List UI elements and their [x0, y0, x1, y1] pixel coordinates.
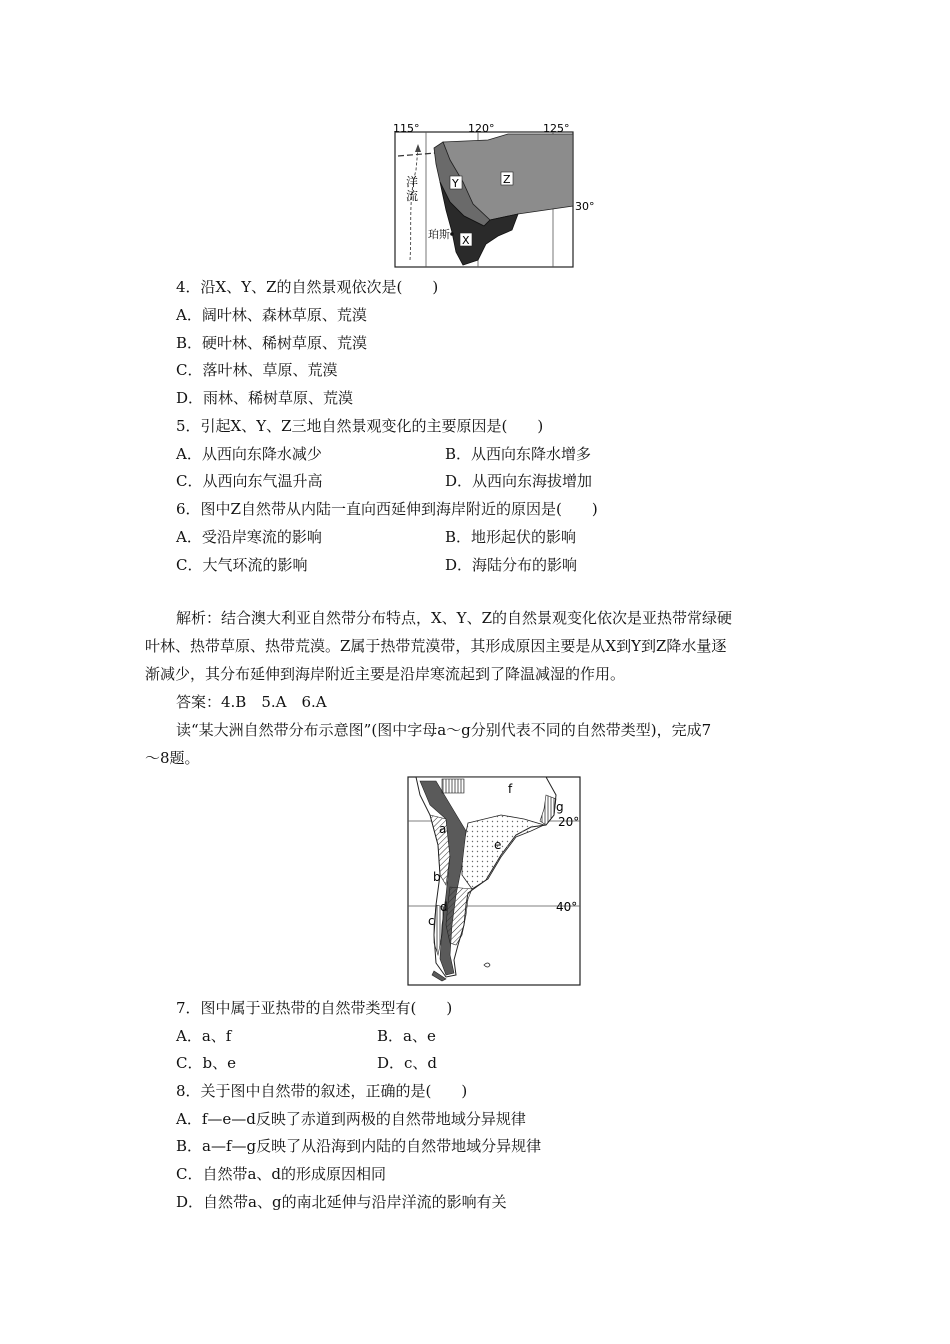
q6-stem: 6．图中Z自然带从内陆一直向西延伸到海岸附近的原因是( ) — [176, 500, 598, 518]
label-b: b — [433, 870, 441, 884]
q5-option-b: B．从西向东降水增多 — [445, 445, 592, 463]
current-label-1: 洋 — [406, 175, 419, 189]
q4-option-b: B．硬叶林、稀树草原、荒漠 — [176, 334, 368, 352]
q4-option-c: C．落叶林、草原、荒漠 — [176, 361, 338, 379]
q5-stem: 5．引起X、Y、Z三地自然景观变化的主要原因是( ) — [176, 417, 544, 435]
lon-label-115: 115° — [393, 122, 420, 135]
q6-option-d: D．海陆分布的影响 — [445, 556, 578, 574]
label-z: Z — [503, 173, 511, 186]
q8-option-c: C．自然带a、d的形成原因相同 — [176, 1165, 387, 1183]
lat-label-40: 40° — [556, 900, 578, 914]
q7-stem: 7．图中属于亚热带的自然带类型有( ) — [176, 999, 453, 1017]
q4-option-d: D．雨林、稀树草原、荒漠 — [176, 389, 354, 407]
intro-line-2: ～8题。 — [145, 749, 200, 767]
south-america-natural-zone-map — [406, 775, 586, 987]
analysis-line-3: 渐减少，其分布延伸到海岸附近主要是沿岸寒流起到了降温减湿的作用。 — [145, 665, 626, 683]
current-label-2: 流 — [406, 189, 419, 203]
lon-label-120: 120° — [468, 122, 495, 135]
lat-label-20: 20° — [558, 815, 580, 829]
place-label-perth: 珀斯 — [428, 228, 450, 241]
lat-label-30: 30° — [575, 200, 595, 213]
q5-option-a: A．从西向东降水减少 — [176, 445, 322, 463]
label-x: X — [462, 234, 470, 247]
q8-option-b: B．a—f—g反映了从沿海到内陆的自然带地域分异规律 — [176, 1137, 542, 1155]
q8-option-a: A．f—e—d反映了赤道到两极的自然带地域分异规律 — [176, 1110, 526, 1128]
q6-option-a: A．受沿岸寒流的影响 — [176, 528, 322, 546]
q8-option-d: D．自然带a、g的南北延伸与沿岸洋流的影响有关 — [176, 1193, 507, 1211]
label-y: Y — [452, 177, 459, 190]
q6-option-b: B．地形起伏的影响 — [445, 528, 577, 546]
label-a: a — [439, 822, 447, 836]
label-e: e — [494, 838, 502, 852]
q5-option-d: D．从西向东海拔增加 — [445, 472, 593, 490]
q7-option-c: C．b、e — [176, 1054, 236, 1072]
q7-option-d: D．c、d — [377, 1054, 438, 1072]
analysis-line-2: 叶林、热带草原、热带荒漠。Z属于热带荒漠带，其形成原因主要是从X到Y到Z降水量逐 — [145, 637, 727, 655]
q4-option-a: A．阔叶林、森林草原、荒漠 — [176, 306, 367, 324]
q8-stem: 8．关于图中自然带的叙述，正确的是( ) — [176, 1082, 468, 1100]
label-g: g — [556, 800, 564, 814]
label-d: d — [440, 900, 448, 914]
q7-option-a: A．a、f — [176, 1027, 232, 1045]
intro-line-1: 读“某大洲自然带分布示意图”(图中字母a～g分别代表不同的自然带类型)，完成7 — [176, 721, 712, 739]
australia-natural-zone-map — [388, 120, 595, 270]
analysis-line-1: 解析：结合澳大利亚自然带分布特点，X、Y、Z的自然景观变化依次是亚热带常绿硬 — [176, 609, 733, 627]
lon-label-125: 125° — [543, 122, 570, 135]
q7-option-b: B．a、e — [377, 1027, 436, 1045]
answer-line: 答案：4.B 5.A 6.A — [176, 693, 327, 711]
q5-option-c: C．从西向东气温升高 — [176, 472, 323, 490]
q6-option-c: C．大气环流的影响 — [176, 556, 308, 574]
q4-stem: 4．沿X、Y、Z的自然景观依次是( ) — [176, 278, 439, 296]
label-c: c — [428, 914, 435, 928]
label-f: f — [508, 782, 513, 796]
